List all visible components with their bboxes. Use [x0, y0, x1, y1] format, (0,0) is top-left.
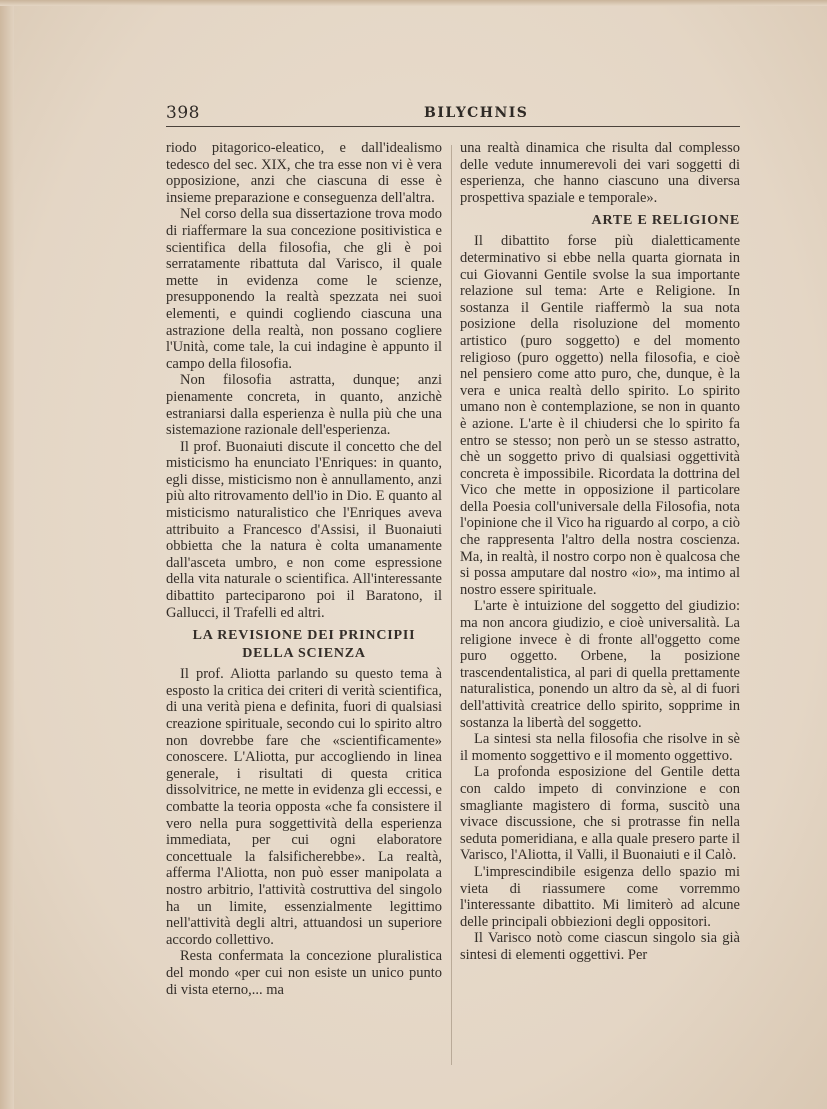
paragraph: La profonda esposizione del Gentile detta con caldo impeto di convinzione e con smagliante magistero di forma, suscitò una vivace discussione, che si protrasse fin nella seduta pomeridiana, e alla quale presero parte il Varisco, l'Aliotta, il Valli, il Buonaiuti e il Calò.: [460, 764, 740, 864]
paragraph: L'arte è intuizione del soggetto del giudizio: ma non ancora giudizio, e cioè universalità. La religione invece è di fronte all'oggetto come puro oggetto. Orbene, la posizione trascendentalistica, al pari di quella prettamente naturalistica, ponendo un altro da sè, al di fuori dell'attività creatrice dello spirito, sopprime in sostanza la libertà del soggetto.: [460, 598, 740, 731]
paragraph: Il Varisco notò come ciascun singolo sia già sintesi di elementi oggettivi. Per: [460, 930, 740, 963]
section-heading: LA REVISIONE DEI PRINCIPII DELLA SCIENZA: [192, 628, 416, 662]
paragraph: riodo pitagorico-eleatico, e dall'idealismo tedesco del sec. XIX, che tra esse non vi è vera opposizione, anzi che ciascuna di esse è insieme preparazione e conseguenza dell'altra.: [166, 140, 442, 206]
header-rule: [166, 126, 740, 127]
page-number: 398: [166, 103, 200, 123]
paragraph: Resta confermata la concezione pluralistica del mondo «per cui non esiste un unico punto di vista eterno,... ma: [166, 948, 442, 998]
paragraph: La sintesi sta nella filosofia che risolve in sè il momento soggettivo e il momento oggettivo.: [460, 731, 740, 764]
paragraph: Nel corso della sua dissertazione trova modo di riaffermare la sua concezione positivistica e scientifica della filosofia, che gli è poi serratamente ribattuta dal Varisco, il quale mette in evidenza come le scienze, presupponendo la realtà spezzata nei suoi elementi, e quindi cogliendo ciascuna una astrazione della realtà, non possano cogliere l'Unità, come tale, la cui indagine è appunto il campo della filosofia.: [166, 206, 442, 372]
column-divider: [451, 145, 452, 1065]
left-column: [166, 140, 442, 998]
running-head: BILYCHNIS: [424, 105, 529, 121]
page-edge-left: [0, 0, 14, 1109]
section-heading: ARTE E RELIGIONE: [591, 213, 740, 229]
paragraph: Non filosofia astratta, dunque; anzi pienamente concreta, in quanto, anzichè estraniarsi dalla esperienza è nulla più che una sistemazione razionale dell'esperienza.: [166, 372, 442, 439]
paragraph: una realtà dinamica che risulta dal complesso delle vedute innumerevoli dei vari soggetti di esperienza, che hanno ciascuno una diversa prospettiva spaziale e temporale».: [460, 140, 740, 206]
page-header: [166, 101, 740, 123]
page-edge-top: [0, 0, 827, 6]
right-column: [460, 140, 740, 964]
paragraph: Il prof. Buonaiuti discute il concetto che del misticismo ha enunciato l'Enriques: in quanto, egli disse, misticismo non è annullamento, anzi più alto ritrovamento dell'io in Dio. E quanto al misticismo naturalistico che l'Enriques aveva attribuito a Francesco d'Assisi, il Buonaiuti obbietta che la natura è colta umanamente dall'asceta umbro, e non come espressione della vita naturale o scientifica. All'interessante dibattito parteciparono poi il Baratono, il Gallucci, il Trafelli ed altri.: [166, 438, 442, 621]
paragraph: Il prof. Aliotta parlando su questo tema à esposto la critica dei criteri di verità scientifica, di una verità piena e definita, fuori di qualsiasi creazione spirituale, secondo cui lo spirito altro non dovrebbe fare che «scientificamente» conoscere. L'Aliotta, pur accogliendo in linea generale, i risultati di questa critica dissolvitrice, ne mette in evidenza gli eccessi, e combatte la teoria opposta «che fa consistere il vero nella pura soggettività della esperienza immediata, per cui ogni elaboratore concettuale la falsificherebbe». La realtà, afferma l'Aliotta, non può esser manipolata a nostro arbitrio, l'attività costruttiva del singolo ha un limite, essenzialmente legittimo nell'attività degli altri, attuandosi un superiore accordo collettivo.: [166, 666, 442, 948]
paragraph: L'imprescindibile esigenza dello spazio mi vieta di riassumere come vorremmo l'interessante dibattito. Mi limiterò ad alcune delle principali obbiezioni degli oppositori.: [460, 863, 740, 930]
paragraph: Il dibattito forse più dialetticamente determinativo si ebbe nella quarta giornata in cui Giovanni Gentile svolse la sua importante relazione sul tema: Arte e Religione. In sostanza il Gentile riaffermò la sua nota posizione della risoluzione del momento artistico (puro soggetto) e del momento religioso (puro oggetto) nella filosofia, e cioè nel pensiero come atto puro, che, dunque, è la vera e unica realtà dello spirito. Lo spirito umano non è contemplazione, se non in quanto è azione. L'arte è il chiudersi che lo spirito fa entro se stesso; non però un se stesso astratto, chè un soggetto privo di qualsiasi oggettività concreta è impossibile. Ricordata la dottrina del Vico che mette in opposizione il particolare della Poesia coll'universale della Filosofia, nota l'opinione che il Vico ha riguardo al corpo, a ciò che rappresenta l'altro della nostra coscienza. Ma, in realtà, il nostro corpo non è qualcosa che si possa amputare dal nostro «io», ma intimo al nostro essere spirituale.: [460, 233, 740, 598]
